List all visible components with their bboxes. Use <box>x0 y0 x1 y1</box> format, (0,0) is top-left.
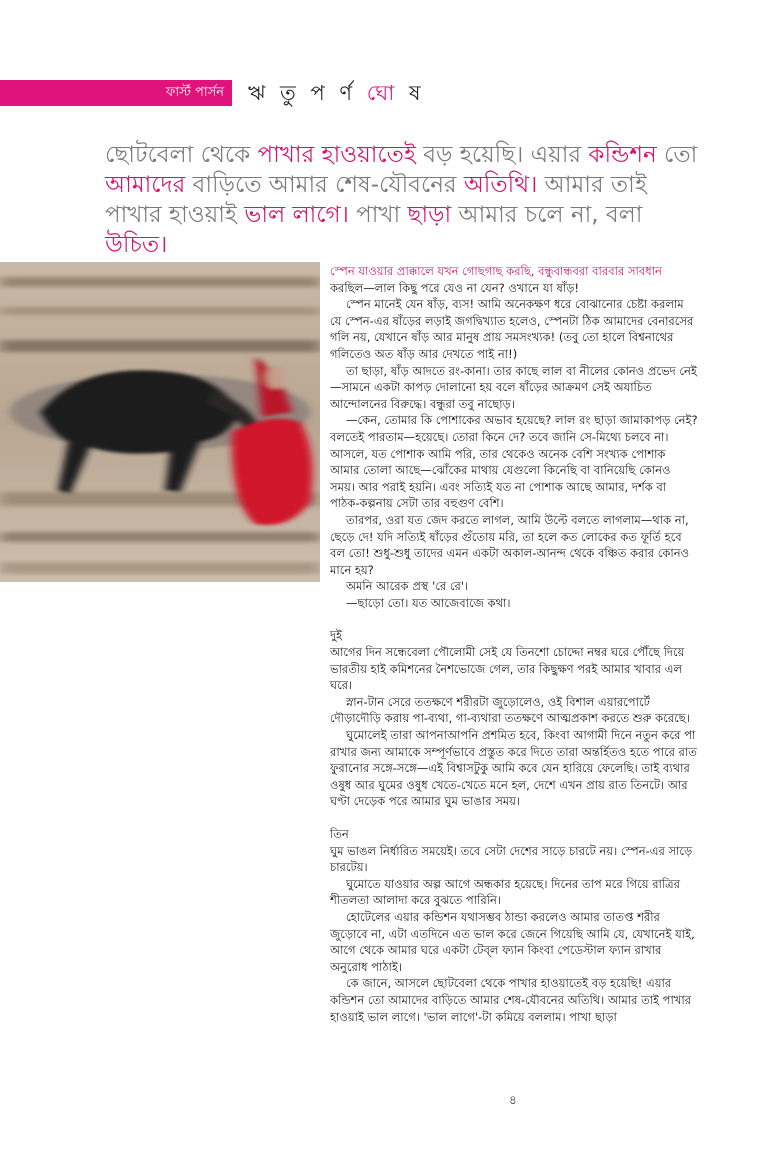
section-heading: তিন <box>330 827 349 841</box>
quote-text: বড় হয়েছি। এয়ার <box>415 142 589 168</box>
paragraph: ঘুম ভাঙল নির্ধারিত সময়েই। তবে সেটা দেশের সাড়ে চারটে নয়। স্পেন-এর সাড়ে চারটেয়। <box>330 843 693 875</box>
author-name-part: ঋ তু প র্ণ <box>248 81 367 105</box>
author-name-highlight: ঘো <box>366 81 399 105</box>
section-heading: দুই <box>330 628 343 643</box>
pull-quote <box>105 140 705 260</box>
paragraph: তা ছাড়া, ষাঁড় আদতে রং-কানা। তার কাছে লাল বা নীলের কোনও প্রভেদ নেই—সামনে একটা কাপড় দোলানো হয় বলে ষাঁড়ের আক্রমণ সেই অযাচিত আন্দোলনের বিরুদ্ধে। বন্ধুরা তবু নাছোড়। <box>330 363 697 411</box>
article-lead: স্পেন যাওয়ার প্রাক্কালে যখন গোছগাছ করছি, বন্ধুবান্ধবরা বারবার সাবধান <box>330 264 662 278</box>
paragraph: স্পেন মানেই যেন ষাঁড়, ব্যস! আমি অনেকক্ষণ ধরে বোঝানোর চেষ্টা করলাম যে স্পেন-এর ষাঁড়ের লড়াই জগদ্বিখ্যাত হলেও, স্পেনটা ঠিক আমাদের বেনারসের গলি নয়, যেখানে ষাঁড় আর মানুষ প্রায় সমসংখ্যক! (তবু তো হালে বিশ্বনাথের গলিতেও অত ষাঁড় আর দেখতে পাই না!) <box>330 297 694 361</box>
paragraph: হোটেলের এয়ার কন্ডিশন যথাসম্ভব ঠান্ডা করলেও আমার তাতপ্ত শরীর জুড়োবে না, এটা এতদিনে এত ভাল করে জেনে গিয়েছি আমি যে, যেখানেই যাই, আগে থেকে আমার ঘরে একটা টেব্‌ল ফ্যান কিংবা পেডেস্টাল ফ্যান রাখার অনুরোধ পাঠাই। <box>330 909 695 974</box>
page-number: ৪ <box>509 1093 517 1107</box>
quote-highlight: পাখার হাওয়াতেই <box>257 142 416 168</box>
section-label-bar <box>0 80 232 106</box>
quote-highlight: কন্ডিশন <box>588 142 657 168</box>
quote-highlight: ছাড়া <box>407 202 452 228</box>
author-name <box>248 80 425 106</box>
quote-text: ছোটবেলা থেকে <box>105 142 258 168</box>
paragraph: করছিল—লাল কিছু পরে যেও না যেন? ওখানে যা ষাঁড়! <box>330 280 579 295</box>
paragraph: কে জানে, আসলে ছোটবেলা থেকে পাখার হাওয়াতেই বড় হয়েছি! এয়ার কন্ডিশন তো আমাদের বাড়িতে আমার শেষ-যৌবনের অতিথি। আমার তাই পাখার হাওয়াই ভাল লাগে। 'ভাল লাগে'-টা কমিয়ে বললাম। পাখা ছাড়া <box>330 976 692 1024</box>
paragraph: স্নান-টান সেরে ততক্ষণে শরীরটা জুড়োলেও, ওই বিশাল এয়ারপোর্টে দৌড়াদৌড়ি করায় পা-ব্যথা, গা-ব্যথারা ততক্ষণে আত্মপ্রকাশ করতে শুরু করেছে। <box>330 694 690 726</box>
quote-highlight: উচিত। <box>105 232 168 258</box>
paragraph: —ছাড়ো তো। যত আজেবাজে কথা। <box>346 595 511 610</box>
author-name-part: ষ <box>398 81 425 105</box>
quote-text: পাখা <box>348 202 408 228</box>
paragraph: ঘুমোলেই তারা আপনাআপনি প্রশমিত হবে, কিংবা আগামী দিনে নতুন করে পা রাখার জন্য আমাকে সম্পূর্ণভাবে প্রস্তুত করে দিতে তারা অন্তর্হিতও হতে পারে রাত ফুরানোর সঙ্গে-সঙ্গে—এই বিশ্বাসটুকু আমি কবে যেন হারিয়ে ফেলেছি। তাই ব্যথার ওষুধ আর ঘুমের ওষুধ খেতে-খেতে মনে হল, দেশে এখন প্রায় রাত তিনটে। আর ঘণ্টা দেড়েক পরে আমার ঘুম ভাঙার সময়। <box>330 728 697 809</box>
paragraph: ঘুমোতে যাওয়ার অল্প আগে অন্ধকার হয়েছে। দিনের তাপ মরে গিয়ে রাত্রির শীতলতা আলাদা করে বুঝতে পারিনি। <box>330 876 680 908</box>
quote-highlight: ভাল লাগে। <box>244 202 349 228</box>
section-label: ফার্স্ট পার্সন <box>165 85 224 100</box>
quote-highlight: অতিথি। <box>463 172 538 198</box>
paragraph: তারপর, ওরা যত জেদ করতে লাগল, আমি উল্টে বলতে লাগলাম—থাক না, ছেড়ে দে! যদি সত্যিই ষাঁড়ের গুঁতোয় মরি, তা হলে কত লোকের কত ফূর্তি হবে বল তো! শুধু-শুধু তাদের এমন একটা অকাল-আনন্দ থেকে বঞ্চিত করার কোনও মানে হয়? <box>330 512 690 577</box>
quote-text: আমার তাই পাখার হাওয়াই <box>105 172 647 228</box>
quote-text: আমার চলে না, বলা <box>451 202 643 228</box>
paragraph: —কেন, তোমার কি পোশাকের অভাব হয়েছে? লাল রং ছাড়া জামাকাপড় নেই? বলতেই পারতাম—হয়েছে। তোরা কিনে দে? তবে জানি সে-মিথ্যে চলবে না। আসলে, যত পোশাক আমি পরি, তার থেকেও অনেক বেশি সংখ্যক পোশাক আমার তোলা আছে—ঝোঁকের মাথায় যেগুলো কিনেছি বা বানিয়েছি কোনও সময়। আর পরাই হয়নি। এবং সত্যিই যত না পোশাক আছে আমার, দর্শক বা পাঠক-কল্পনায় সেটা তার বহুগুণ বেশি। <box>330 413 698 511</box>
quote-text: বাড়িতে আমার শেষ-যৌবনের <box>185 172 464 198</box>
quote-highlight: আমাদের <box>105 172 186 198</box>
article-body <box>330 263 698 1025</box>
paragraph: আগের দিন সন্ধেবেলা পৌলোমী সেই যে তিনশো চোদ্দো নম্বর ঘরে পৌঁছে দিয়ে ভারতীয় হাই কমিশনের নৈশভোজে গেল, তার কিছুক্ষণ পরই আমার খাবার এল ঘরে। <box>330 645 685 693</box>
paragraph: অমনি আরেক প্রস্থ 'রে রে'। <box>346 579 469 594</box>
bullfight-photo <box>0 262 320 582</box>
quote-text: তো <box>656 142 698 168</box>
